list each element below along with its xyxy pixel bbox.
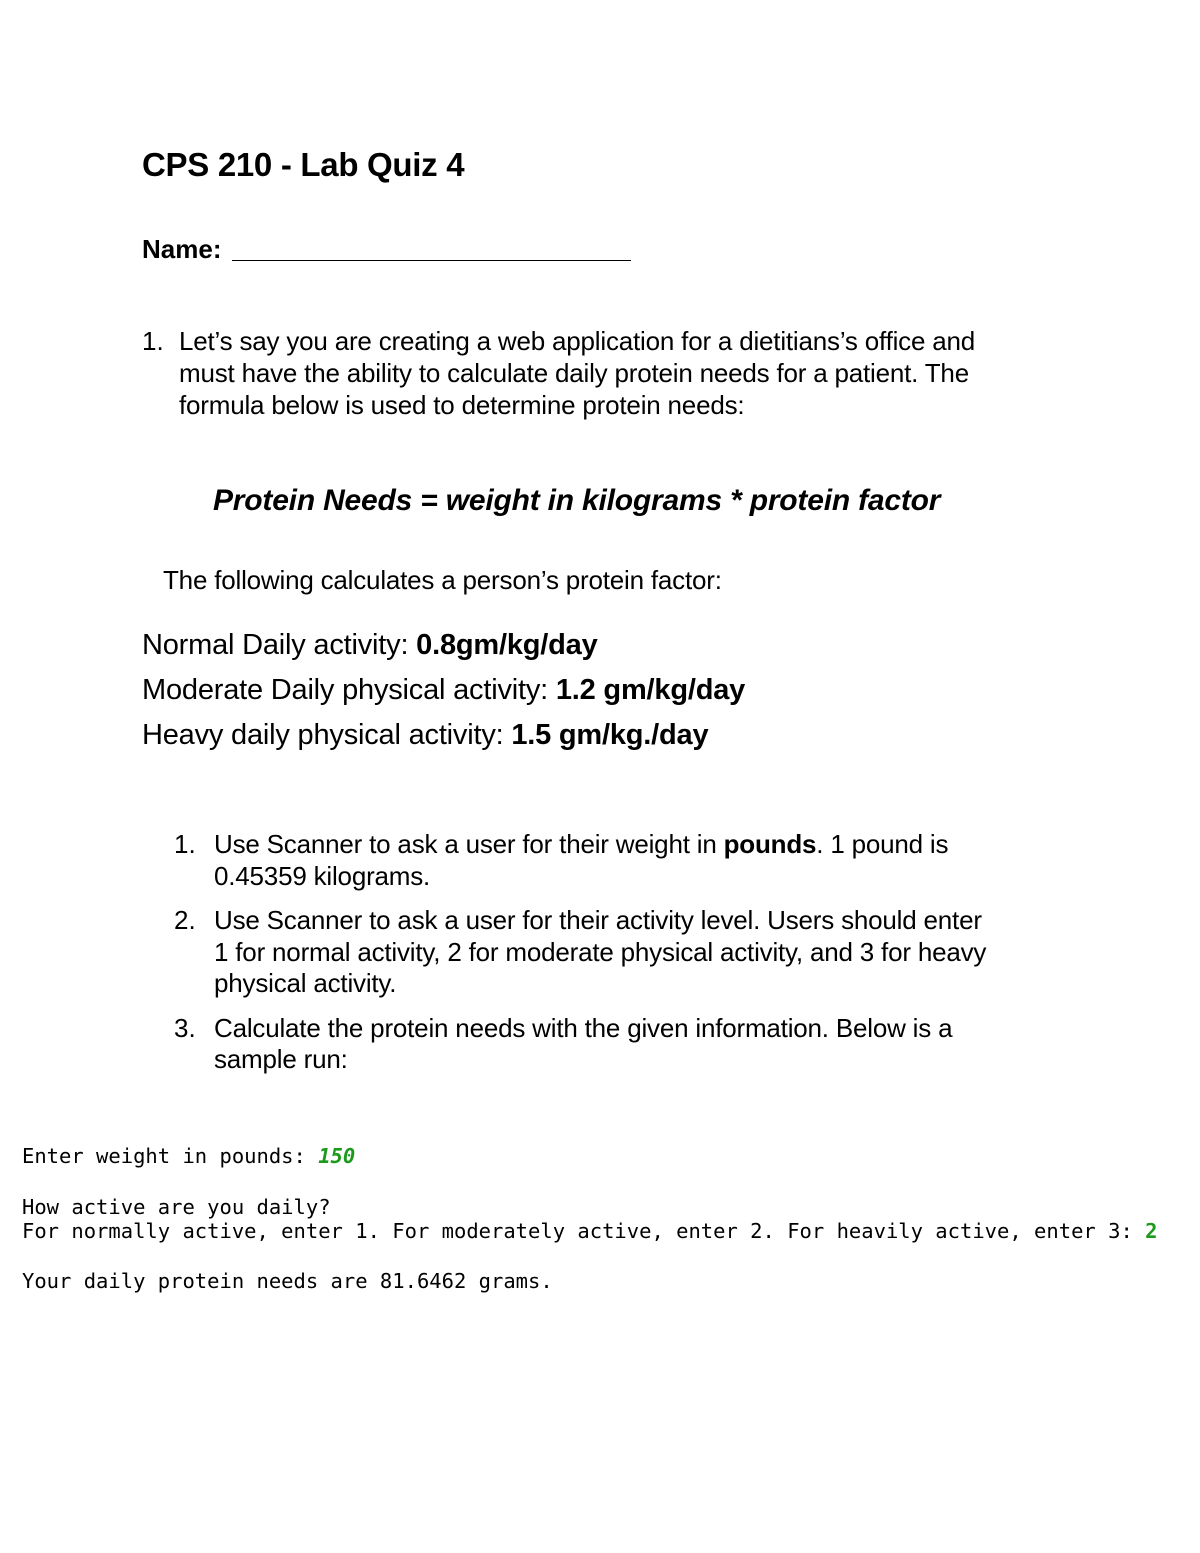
- step-number: 2.: [174, 905, 196, 935]
- question-text-line: formula below is used to determine protein needs:: [179, 390, 745, 420]
- factor-value: 0.8gm/kg/day: [416, 629, 598, 661]
- console-prompt: For normally active, enter 1. For moderately active, enter 2. For heavily active, enter 3:: [22, 1219, 1146, 1243]
- page-title: CPS 210 - Lab Quiz 4: [142, 146, 465, 183]
- name-blank-line: [232, 260, 631, 261]
- factor-label: Moderate Daily physical activity:: [142, 674, 556, 706]
- console-user-input: 2: [1145, 1219, 1158, 1243]
- question-text-line: must have the ability to calculate daily protein needs for a patient. The: [179, 358, 969, 388]
- step-text-line: Use Scanner to ask a user for their activity level. Users should enter: [214, 905, 982, 935]
- factor-label: Heavy daily physical activity:: [142, 719, 512, 751]
- name-label: Name:: [142, 234, 222, 264]
- step-text-line: Calculate the protein needs with the given information. Below is a: [214, 1013, 953, 1043]
- step-number: 1.: [174, 829, 196, 859]
- factor-value: 1.5 gm/kg./day: [511, 719, 709, 751]
- step-text-line: 1 for normal activity, 2 for moderate physical activity, and 3 for heavy: [214, 937, 987, 967]
- step-text-line: Use Scanner to ask a user for their weight in pounds. 1 pound is: [214, 829, 949, 859]
- console-weight-line: [22, 1144, 355, 1168]
- factor-intro: The following calculates a person’s protein factor:: [163, 565, 722, 595]
- factor-normal: [142, 629, 598, 662]
- protein-formula: Protein Needs = weight in kilograms * protein factor: [213, 484, 941, 517]
- factor-moderate: [142, 674, 745, 707]
- console-prompt: Enter weight in pounds:: [22, 1144, 319, 1168]
- factor-label: Normal Daily activity:: [142, 629, 417, 661]
- step-number: 3.: [174, 1013, 196, 1043]
- console-question-line: How active are you daily?: [22, 1195, 331, 1219]
- step-text-line: physical activity.: [214, 968, 397, 998]
- question-number: 1.: [142, 326, 164, 356]
- factor-value: 1.2 gm/kg/day: [555, 674, 746, 706]
- question-text-line: Let’s say you are creating a web application for a dietitians’s office and: [179, 326, 976, 356]
- step-text-line: 0.45359 kilograms.: [214, 861, 431, 891]
- console-result-line: Your daily protein needs are 81.6462 grams.: [22, 1269, 553, 1293]
- console-user-input: 150: [318, 1144, 356, 1168]
- pounds-emphasis: pounds: [723, 829, 817, 859]
- factor-heavy: [142, 719, 708, 752]
- console-activity-line: [22, 1219, 1157, 1243]
- step-text-line: sample run:: [214, 1044, 348, 1074]
